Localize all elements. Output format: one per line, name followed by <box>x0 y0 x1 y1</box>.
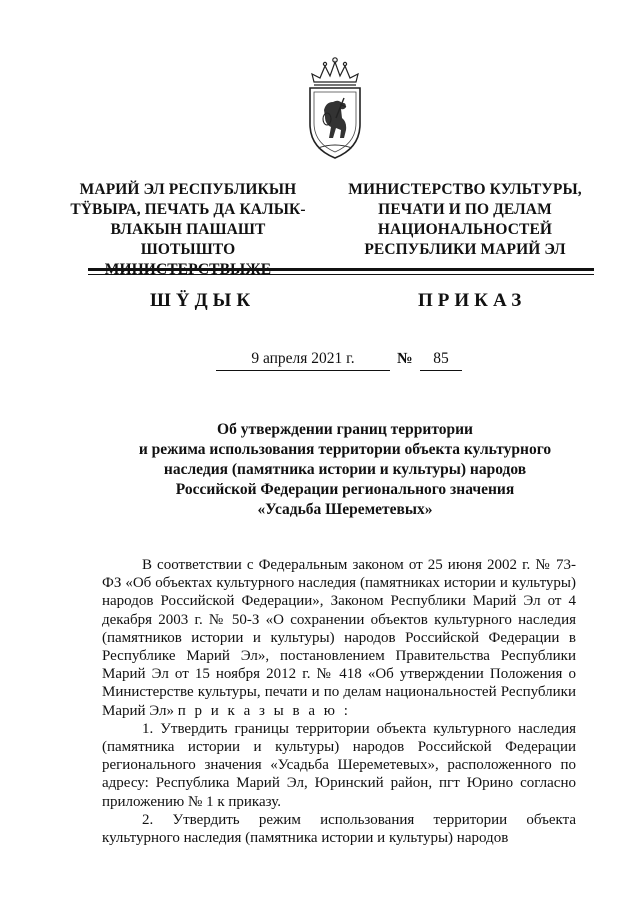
title-line: «Усадьба Шереметевых» <box>257 501 433 518</box>
number-sign: № <box>397 350 413 367</box>
clause-2-paragraph: 2. Утвердить режим использования территории объекта культурного наследия (памятника истории и культуры) народов <box>102 811 576 847</box>
header-left-line: ТŸВЫРА, ПЕЧАТЬ ДА КАЛЫК- <box>70 201 306 218</box>
header-right-line: НАЦИОНАЛЬНОСТЕЙ <box>377 221 553 238</box>
header-right-line: МИНИСТЕРСТВО КУЛЬТУРЫ, <box>348 181 582 198</box>
order-body <box>102 556 576 847</box>
header-right-line: РЕСПУБЛИКИ МАРИЙ ЭЛ <box>364 241 566 258</box>
order-date: 9 апреля 2021 г. <box>216 350 390 371</box>
header-right-russian <box>340 180 590 260</box>
doc-type-mari: ШŸДЫК <box>150 290 256 311</box>
title-line: наследия (памятника истории и культуры) народов <box>163 461 527 478</box>
preamble-text: В соответствии с Федеральным законом от 25 июня 2002 г. № 73-ФЗ «Об объектах культурного наследия (памятниках истории и культуры) народов Российской Федерации», Законом Республики Марий Эл от 4 декабря 2003 г. № 50-З «О сохранении объектов культурного наследия (памятников истории и культуры) народов Российской Федерации в Республике Марий Эл», постановлением Правительства Республики Марий Эл от 15 ноября 2012 г. № 418 «Об утверждении Положения о Министерстве культуры, печати и по делам национальностей Республики Марий Эл» <box>102 557 576 719</box>
doc-type-russian: ПРИКАЗ <box>418 290 527 311</box>
coat-of-arms-icon <box>300 52 370 160</box>
order-title <box>100 420 590 520</box>
header-left-line: МАРИЙ ЭЛ РЕСПУБЛИКЫН <box>79 181 297 198</box>
order-number: 85 <box>420 350 462 371</box>
header-divider-thick <box>88 268 594 271</box>
title-line: Об утверждении границ территории <box>217 421 473 438</box>
title-line: и режима использования территории объекта культурного <box>138 441 552 458</box>
title-line: Российской Федерации регионального значения <box>175 481 515 498</box>
header-left-mari <box>68 180 308 280</box>
order-word: п р и к а з ы в а ю : <box>177 702 351 719</box>
header-right-line: ПЕЧАТИ И ПО ДЕЛАМ <box>378 201 552 218</box>
clause-1-paragraph: 1. Утвердить границы территории объекта культурного наследия (памятника истории и культуры) народов Российской Федерации регионального значения «Усадьба Шереметевых», расположенного по адресу: Республика Марий Эл, Юринский район, пгт Юрино согласно приложению № 1 к приказу. <box>102 720 576 810</box>
preamble-paragraph <box>102 556 576 720</box>
header-left-line: ВЛАКЫН ПАШАШТ ШОТЫШТО <box>110 221 266 258</box>
header-divider-thin <box>88 274 594 275</box>
